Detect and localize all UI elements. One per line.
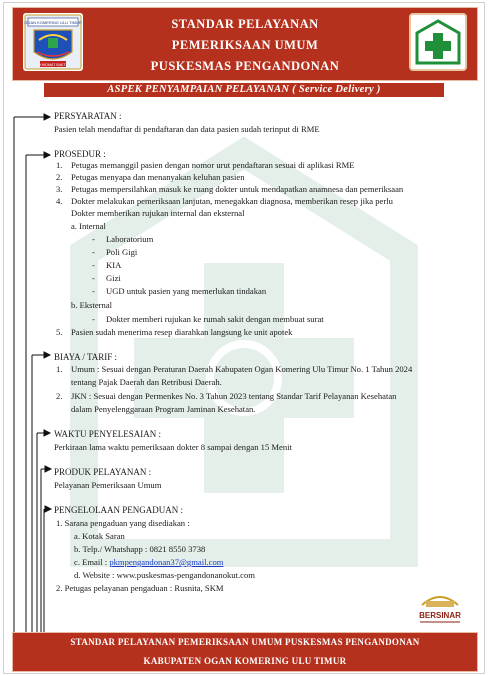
emblem-text: OGAN KOMERING ULU TIMUR [24, 20, 82, 25]
prosedur-item-2-num: 2. [56, 172, 63, 182]
header-title-line1: STANDAR PELAYANAN [171, 17, 319, 31]
pengaduan-sub-c [74, 557, 223, 569]
prosedur-item-3: Petugas mempersilahkan masuk ke ruang dokter untuk mendapatkan anamnesa dan pemeriksaan [71, 184, 404, 194]
dash-icon: - [92, 247, 95, 257]
persyaratan-title: PERSYARATAN : [54, 111, 122, 121]
prosedur-item-3-num: 3. [56, 184, 63, 194]
persyaratan-text: Pasien telah mendaftar di pendaftaran dan data pasien sudah terinput di RME [54, 124, 320, 134]
internal-item: UGD untuk pasien yang memerlukan tindakan [106, 286, 267, 296]
email-link[interactable]: pkmpengandonan37@gmail.com [109, 557, 224, 567]
header-title [91, 14, 399, 77]
internal-item: Laboratorium [106, 234, 154, 244]
email-label: c. Email : [74, 557, 110, 567]
dash-icon: - [92, 260, 95, 270]
footer-banner [12, 632, 478, 672]
prosedur-item-1-num: 1. [56, 160, 63, 170]
waktu-title: WAKTU PENYELESAIAN : [54, 429, 161, 439]
internal-item: Poli Gigi [106, 247, 138, 257]
bersinar-label: BERSINAR [419, 611, 461, 620]
dash-icon: - [92, 273, 95, 283]
produk-title: PRODUK PELAYANAN : [54, 467, 152, 477]
internal-item: KIA [106, 260, 122, 270]
dash-icon: - [92, 234, 95, 244]
header-title-line2: PEMERIKSAAN UMUM [171, 38, 319, 52]
dash-icon: - [92, 286, 95, 296]
produk-text: Pelayanan Pemeriksaan Umum [54, 480, 162, 490]
pengaduan-sub-a: a. Kotak Saran [74, 531, 125, 541]
biaya-item-1: Umum : Sesuai dengan Peraturan Daerah Kabupaten Ogan Komering Ulu Timur No. 1 Tahun 2024 [71, 364, 413, 374]
bersinar-logo-icon [412, 587, 468, 627]
waktu-text: Perkiraan lama waktu pemeriksaan dokter 8 sampai dengan 15 Menit [54, 442, 292, 452]
pengaduan-item-2: 2. Petugas pelayanan pengaduan : Rusnita, SKM [56, 583, 224, 593]
pengaduan-sub-b: b. Telp./ Whatshapp : 0821 8550 3738 [74, 544, 206, 554]
dash-icon: - [92, 314, 95, 324]
document-page [3, 2, 485, 674]
prosedur-item-4-num: 4. [56, 196, 63, 206]
emblem-motto: KHIDMAT BAKTI [39, 63, 67, 67]
oku-timur-emblem-icon [22, 12, 84, 72]
eksternal-item: Dokter memberi rujukan ke rumah sakit dengan membuat surat [106, 314, 324, 324]
prosedur-title: PROSEDUR : [54, 149, 106, 159]
biaya-item-1-cont: tentang Pajak Daerah dan Retribusi Daerah. [71, 377, 222, 387]
prosedur-item-4: Dokter melakukan pemeriksaan lanjutan, menegakkan diagnosa, memberikan resep jika perlu [71, 196, 393, 206]
prosedur-item-4-cont: Dokter memberikan rujukan internal dan eksternal [71, 208, 245, 218]
biaya-item-2-cont: dalam Penyelenggaraan Program Jaminan Kesehatan. [71, 404, 256, 414]
prosedur-item-1: Petugas memanggil pasien dengan nomor urut pendaftaran sesuai di aplikasi RME [71, 160, 355, 170]
biaya-item-2: JKN : Sesuai dengan Permenkes No. 3 Tahun 2023 tentang Standar Tarif Pelayanan Kesehatan [71, 391, 397, 401]
prosedur-item-5: Pasien sudah menerima resep diarahkan langsung ke unit apotek [71, 327, 293, 337]
pengaduan-item-1: 1. Sarana pengaduan yang disediakan : [56, 518, 190, 528]
header-title-line3: PUSKESMAS PENGANDONAN [150, 59, 340, 73]
biaya-item-1-num: 1. [56, 364, 63, 374]
section-connector-lines [4, 103, 54, 643]
biaya-title: BIAYA / TARIF : [54, 352, 118, 362]
footer-line2: KABUPATEN OGAN KOMERING ULU TIMUR [143, 656, 347, 666]
puskesmas-logo-icon [409, 13, 467, 71]
header-banner [12, 7, 478, 81]
internal-item: Gizi [106, 273, 121, 283]
subheader-banner: ASPEK PENYAMPAIAN PELAYANAN ( Service Delivery ) [44, 83, 444, 97]
pengaduan-sub-d: d. Website : www.puskesmas-pengandonanokut.com [74, 570, 255, 580]
prosedur-eksternal-label: b. Eksternal [71, 300, 113, 310]
biaya-item-2-num: 2. [56, 391, 63, 401]
prosedur-item-2: Petugas menyapa dan menanyakan keluhan pasien [71, 172, 245, 182]
footer-line1: STANDAR PELAYANAN PEMERIKSAAN UMUM PUSKESMAS PENGANDONAN [70, 637, 420, 647]
prosedur-item-5-num: 5. [56, 327, 63, 337]
pengaduan-title: PENGELOLAAN PENGADUAN : [54, 505, 183, 515]
prosedur-internal-label: a. Internal [71, 221, 106, 231]
